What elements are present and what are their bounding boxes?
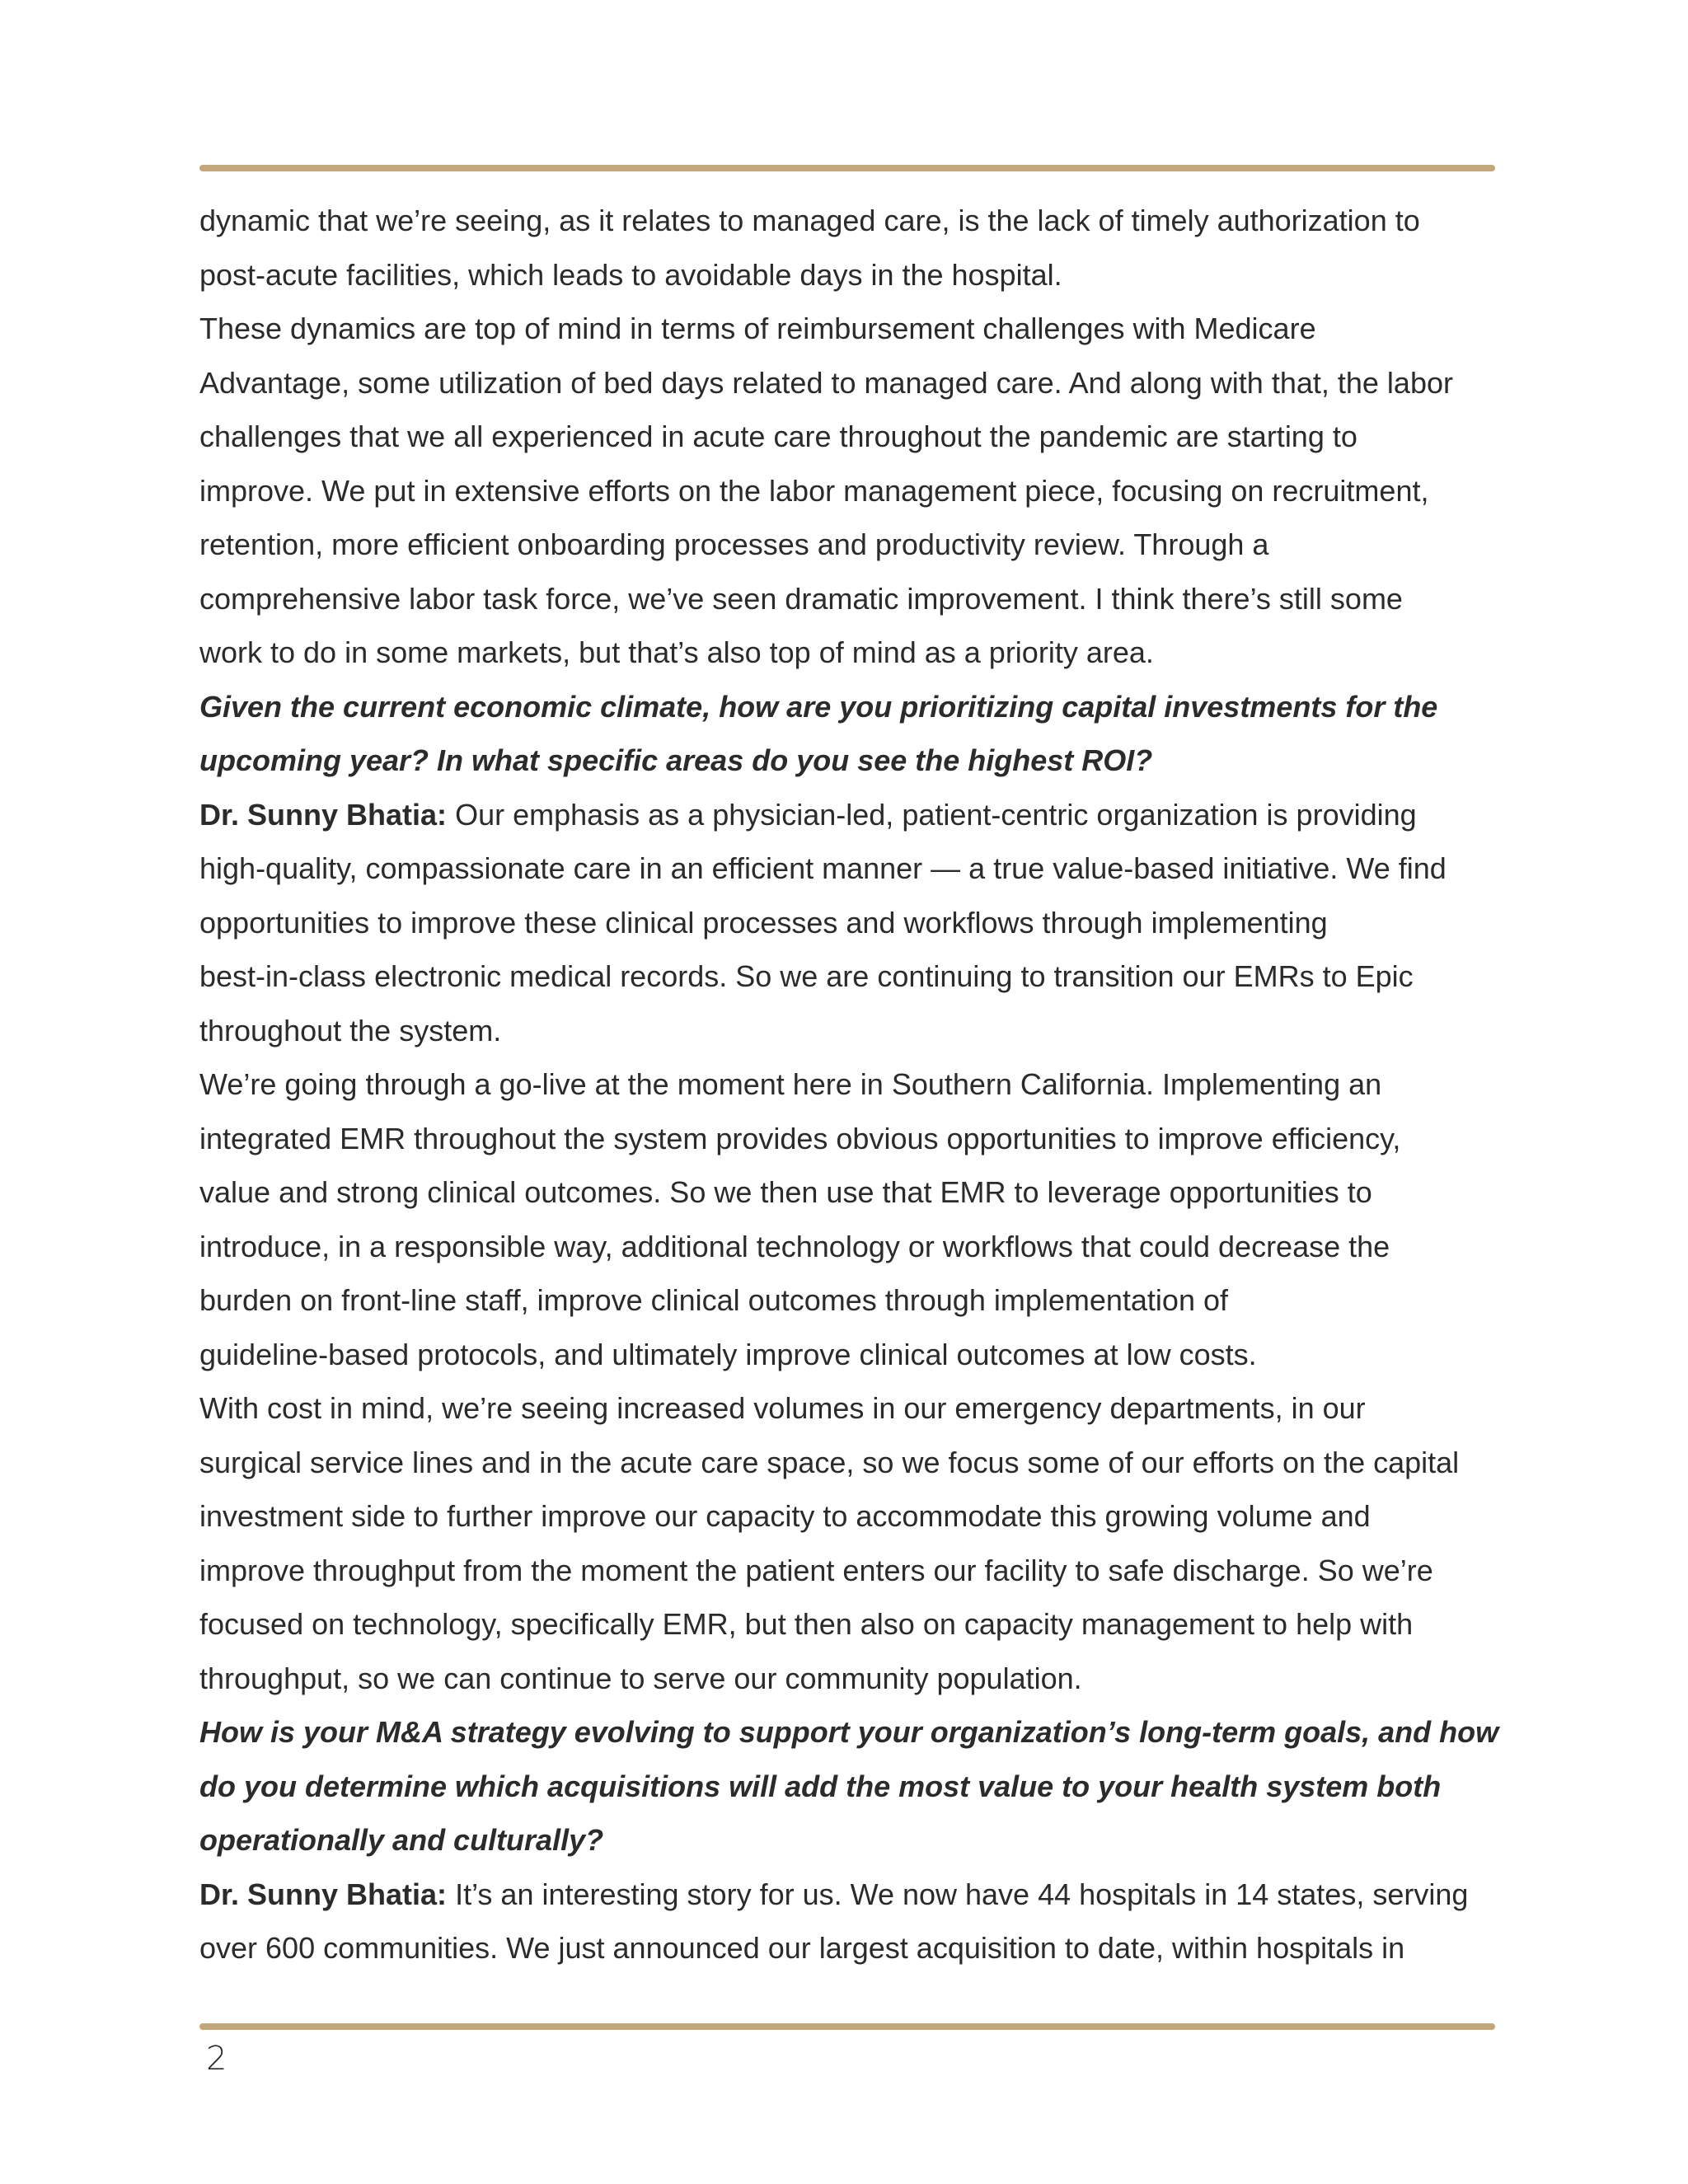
body-line: surgical service lines and in the acute care space, so we focus some of our efforts on the capital xyxy=(199,1445,1460,1479)
body-line: improve. We put in extensive efforts on the labor management piece, focusing on recruitment, xyxy=(199,473,1429,508)
body-line: guideline-based protocols, and ultimately improve clinical outcomes at low costs. xyxy=(199,1337,1257,1371)
answer-line xyxy=(199,1868,1518,1922)
body-line: investment side to further improve our capacity to accommodate this growing volume and xyxy=(199,1499,1371,1533)
body-line: With cost in mind, we’re seeing increased volumes in our emergency departments, in our xyxy=(199,1391,1366,1425)
article-body xyxy=(199,194,1518,1975)
answer-line xyxy=(199,788,1518,842)
speaker-label: Dr. Sunny Bhatia: xyxy=(199,797,448,832)
question-line: Given the current economic climate, how are you prioritizing capital investments for the xyxy=(199,689,1438,724)
body-line: These dynamics are top of mind in terms of reimbursement challenges with Medicare xyxy=(199,312,1316,345)
body-line: dynamic that we’re seeing, as it relates to managed care, is the lack of timely authorization to xyxy=(199,204,1420,237)
page-number: 2 xyxy=(206,2040,227,2078)
body-line: opportunities to improve these clinical processes and workflows through implementing xyxy=(199,905,1328,940)
body-line: retention, more efficient onboarding processes and productivity review. Through a xyxy=(199,527,1269,561)
body-line: improve throughput from the moment the patient enters our facility to safe discharge. So we’re xyxy=(199,1553,1433,1587)
bottom-divider xyxy=(199,2023,1495,2030)
body-line: We’re going through a go-live at the moment here in Southern California. Implementing an xyxy=(199,1067,1382,1101)
body-line: integrated EMR throughout the system provides obvious opportunities to improve efficiency, xyxy=(199,1121,1401,1155)
body-line: post-acute facilities, which leads to avoidable days in the hospital. xyxy=(199,257,1062,292)
answer-text: Our emphasis as a physician-led, patient-centric organization is providing xyxy=(455,797,1417,832)
question-line: do you determine which acquisitions will add the most value to your health system both xyxy=(199,1769,1442,1803)
body-line: throughout the system. xyxy=(199,1013,502,1047)
body-line: work to do in some markets, but that’s also top of mind as a priority area. xyxy=(199,635,1154,669)
speaker-label: Dr. Sunny Bhatia: xyxy=(199,1877,448,1911)
body-line: introduce, in a responsible way, additional technology or workflows that could decrease the xyxy=(199,1229,1390,1263)
body-line: burden on front-line staff, improve clinical outcomes through implementation of xyxy=(199,1283,1228,1317)
question-line: upcoming year? In what specific areas do you see the highest ROI? xyxy=(199,743,1153,777)
body-line: challenges that we all experienced in acute care throughout the pandemic are starting to xyxy=(199,419,1357,453)
body-line: over 600 communities. We just announced our largest acquisition to date, within hospitals in xyxy=(199,1931,1405,1965)
body-line: Advantage, some utilization of bed days related to managed care. And along with that, the labor xyxy=(199,365,1453,400)
body-line: focused on technology, specifically EMR, but then also on capacity management to help with xyxy=(199,1607,1414,1641)
question-line: How is your M&A strategy evolving to support your organization’s long-term goals, and how xyxy=(199,1715,1499,1749)
answer-text: It’s an interesting story for us. We now have 44 hospitals in 14 states, serving xyxy=(455,1877,1469,1911)
body-line: throughput, so we can continue to serve our community population. xyxy=(199,1661,1082,1695)
body-line: value and strong clinical outcomes. So we then use that EMR to leverage opportunities to xyxy=(199,1175,1372,1209)
body-line: best-in-class electronic medical records. So we are continuing to transition our EMRs to Epic xyxy=(199,959,1414,993)
body-line: high-quality, compassionate care in an efficient manner — a true value-based initiative. We find xyxy=(199,851,1447,885)
body-line: comprehensive labor task force, we’ve seen dramatic improvement. I think there’s still some xyxy=(199,581,1403,616)
top-divider xyxy=(199,165,1495,171)
question-line: operationally and culturally? xyxy=(199,1823,604,1857)
